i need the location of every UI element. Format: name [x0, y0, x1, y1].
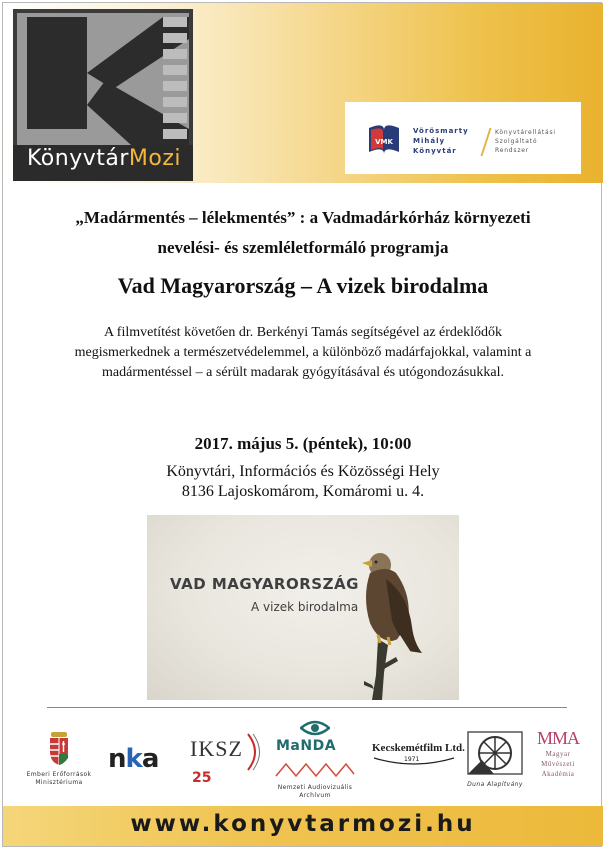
manda-wave-icon	[274, 760, 356, 778]
kecskemetfilm-name: Kecskemétfilm Ltd.	[372, 742, 465, 754]
mma-caption-line: Művészeti	[541, 760, 575, 768]
mma-logo: MMA	[536, 728, 579, 748]
logo-wordmark-suffix: Mozi	[128, 146, 182, 171]
website-link[interactable]: www.konyvtarmozi.hu	[130, 811, 476, 837]
program-subtitle-line: nevelési- és szemléletformáló programja	[157, 238, 449, 257]
nka-letter: n	[108, 744, 126, 774]
sponsor-divider	[47, 707, 567, 708]
vmk-book-icon	[367, 120, 401, 158]
nka-letter: k	[125, 744, 142, 774]
eye-icon	[300, 720, 330, 736]
sponsor-kecskemetfilm	[372, 742, 465, 770]
mma-caption-line: Akadémia	[541, 770, 575, 778]
still-subtitle: A vizek birodalma	[251, 600, 359, 614]
sponsor-emmi	[18, 732, 100, 787]
partner-logo-card	[345, 102, 581, 174]
mma-caption-line: Magyar	[545, 750, 571, 758]
film-title: Vad Magyarország – A vizek birodalma	[117, 273, 489, 298]
iksz-arc-icon	[244, 732, 264, 772]
manda-caption: Nemzeti Audiovizuális Archívum	[277, 784, 353, 799]
description-line: madármentéssel – a sérült madarak gyógyításával és utógondozásukkal.	[102, 365, 504, 380]
duna-caption: Duna Alapítvány	[467, 781, 523, 788]
partner-divider	[480, 128, 491, 156]
poster-header	[3, 3, 603, 183]
partner-name	[413, 126, 469, 156]
sponsor-nka	[108, 744, 158, 774]
program-description	[0, 323, 606, 383]
kecskemetfilm-year: 1971	[404, 756, 420, 763]
film-still	[147, 515, 459, 700]
eagle-on-branch-icon	[342, 535, 432, 700]
partner-name-line: Könyvtár	[413, 147, 457, 155]
venue-name: Könyvtári, Információs és Közösségi Hely	[166, 463, 440, 480]
logo-wordmark-prefix: Könyvtár	[26, 146, 129, 171]
sponsor-mma	[528, 728, 588, 779]
partner-name-line: Mihály	[413, 137, 446, 145]
partner-service-line: Szolgáltató	[495, 138, 538, 145]
hungarian-coat-of-arms-icon	[18, 732, 100, 766]
still-title: VAD MAGYARORSZÁG	[170, 575, 359, 593]
sponsor-duna	[464, 730, 526, 786]
sponsor-manda	[272, 720, 358, 798]
partner-service-line: Könyvtárellátási	[495, 129, 556, 136]
emmi-caption-line: Emberi Erőforrások	[26, 771, 92, 778]
website-bar	[3, 806, 603, 846]
program-subtitle	[0, 203, 606, 263]
sponsor-iksz	[190, 732, 262, 788]
venue-address: 8136 Lajoskomárom, Komáromi u. 4.	[181, 483, 425, 500]
iksz-name: IKSZ	[190, 736, 243, 761]
program-subtitle-line: „Madármentés – lélekmentés” : a Vadmadárkórház környezeti	[75, 208, 531, 227]
emmi-caption-line: Minisztériuma	[35, 779, 83, 786]
manda-name: MaNDA	[276, 738, 337, 754]
emmi-caption	[18, 771, 100, 787]
event-datetime: 2017. május 5. (péntek), 10:00	[194, 434, 412, 453]
logo-wordmark	[15, 146, 193, 171]
nka-letter: a	[141, 744, 159, 774]
partner-service-line: Rendszer	[495, 147, 530, 154]
duna-wheel-icon	[464, 730, 526, 776]
description-line: A filmvetítést követően dr. Berkényi Tamás segítségével az érdeklődők	[103, 325, 503, 340]
iksz-anniversary: 25	[192, 770, 212, 786]
mma-caption	[528, 749, 588, 779]
partner-service	[495, 128, 556, 155]
vmk-icon-label: VMK	[375, 138, 393, 146]
event-venue	[0, 462, 606, 502]
partner-name-line: Vörösmarty	[413, 127, 469, 135]
description-line: megismerkednek a természetvédelemmel, a különböző madárfajokkal, valamint a	[74, 345, 532, 360]
